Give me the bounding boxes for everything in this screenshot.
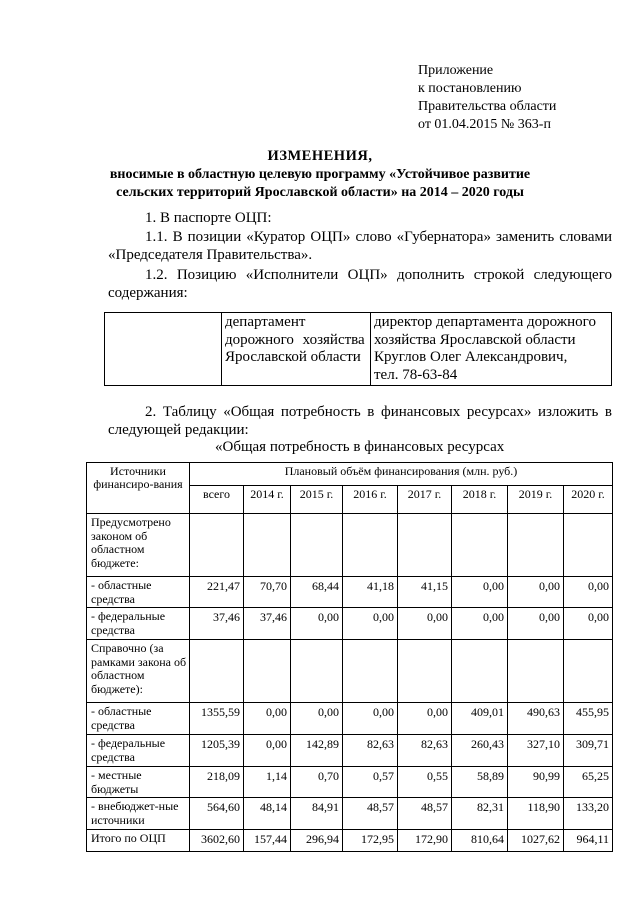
table-row (87, 767, 613, 798)
table-title: «Общая потребность в финансовых ресурсах (215, 439, 505, 455)
table-cell: 0,00 (343, 608, 398, 640)
table-cell: 0,00 (452, 608, 508, 640)
table-cell: 84,91 (291, 798, 343, 830)
table-cell: 0,00 (291, 703, 343, 735)
table-cell: 0,00 (398, 703, 452, 735)
table-cell: 564,60 (190, 798, 244, 830)
column-header-year: 2019 г. (508, 486, 564, 514)
table-cell: 172,95 (343, 830, 398, 852)
column-header-year: всего (190, 486, 244, 514)
table-cell: 964,11 (564, 830, 613, 852)
table-cell: 0,00 (508, 577, 564, 608)
column-header-year: 2016 г. (343, 486, 398, 514)
table-cell (398, 514, 452, 577)
row-label-cell: Предусмотрено законом об областном бюджете: (87, 514, 190, 577)
table-cell (190, 640, 244, 703)
table-header-row (87, 463, 613, 486)
table-cell: 37,46 (190, 608, 244, 640)
table-cell: 455,95 (564, 703, 613, 735)
table-cell: 90,99 (508, 767, 564, 798)
table-cell: 296,94 (291, 830, 343, 852)
table-cell: 133,20 (564, 798, 613, 830)
table-cell: 0,00 (452, 577, 508, 608)
table-cell (452, 514, 508, 577)
column-header-year: 2018 г. (452, 486, 508, 514)
cell-line: директор департамента дорожного (374, 314, 596, 330)
table-cell: 172,90 (398, 830, 452, 852)
table-cell: 0,70 (291, 767, 343, 798)
table-cell: 1,14 (244, 767, 291, 798)
paragraph-1-1: 1.1. В позиции «Куратор ОЦП» слово «Губернатора» заменить словами (145, 229, 612, 245)
table-cell: 327,10 (508, 735, 564, 767)
table-cell: 48,57 (343, 798, 398, 830)
column-header-year: 2014 г. (244, 486, 291, 514)
table-cell: 48,57 (398, 798, 452, 830)
table-cell: 1027,62 (508, 830, 564, 852)
table-row (87, 608, 613, 640)
table-cell: 3602,60 (190, 830, 244, 852)
cell-line: хозяйства Ярославской области (374, 331, 576, 348)
executor-head-cell (371, 313, 612, 386)
table-cell (244, 514, 291, 577)
table-cell: 70,70 (244, 577, 291, 608)
column-header-year: 2015 г. (291, 486, 343, 514)
table-row (105, 313, 612, 386)
table-row (87, 735, 613, 767)
table-cell: 142,89 (291, 735, 343, 767)
table-cell (190, 514, 244, 577)
executor-department-cell (222, 313, 371, 386)
paragraph-1: 1. В паспорте ОЦП: (145, 210, 272, 226)
table-cell (343, 640, 398, 703)
table-cell (508, 514, 564, 577)
row-label-cell: Итого по ОЦП (87, 830, 190, 852)
row-label-cell: Справочно (за рамками закона об областном бюджете): (87, 640, 190, 703)
table-cell: 41,18 (343, 577, 398, 608)
table-cell: 221,47 (190, 577, 244, 608)
column-group-header: Плановый объём финансирования (млн. руб.) (190, 463, 613, 486)
paragraph-2: 2. Таблицу «Общая потребность в финансовых ресурсах» изложить в (145, 404, 612, 420)
appendix-line: к постановлению (418, 81, 522, 96)
table-cell: 82,31 (452, 798, 508, 830)
table-cell: 58,89 (452, 767, 508, 798)
column-header-year: 2020 г. (564, 486, 613, 514)
table-cell: 82,63 (343, 735, 398, 767)
table-cell: 810,64 (452, 830, 508, 852)
table-cell: 41,15 (398, 577, 452, 608)
executor-table (104, 312, 612, 386)
row-label-cell: - местные бюджеты (87, 767, 190, 798)
table-cell: 0,00 (398, 608, 452, 640)
table-row (87, 577, 613, 608)
table-cell (343, 514, 398, 577)
table-cell: 0,00 (508, 608, 564, 640)
row-label-cell: - федеральные средства (87, 735, 190, 767)
table-cell: 0,00 (564, 608, 613, 640)
table-cell (508, 640, 564, 703)
column-header-source: Источники финансиро-вания (87, 463, 190, 514)
table-cell: 157,44 (244, 830, 291, 852)
cell-line: тел. 78-63-84 (374, 366, 458, 383)
table-cell: 0,55 (398, 767, 452, 798)
table-cell (564, 514, 613, 577)
table-row (87, 514, 613, 577)
table-cell: 409,01 (452, 703, 508, 735)
table-row (87, 830, 613, 852)
paragraph-1-2-cont: содержания: (108, 285, 188, 301)
finance-table (86, 462, 613, 852)
table-cell: 118,90 (508, 798, 564, 830)
subtitle-line: сельских территорий Ярославской области» на 2014 – 2020 годы (116, 185, 524, 200)
row-label-cell: - внебюджет-ные источники (87, 798, 190, 830)
table-cell: 48,14 (244, 798, 291, 830)
row-label-cell: - федеральные средства (87, 608, 190, 640)
table-cell (244, 640, 291, 703)
table-cell (291, 514, 343, 577)
table-cell: 37,46 (244, 608, 291, 640)
document-title: ИЗМЕНЕНИЯ, (267, 148, 373, 164)
paragraph-1-2: 1.2. Позицию «Исполнители ОЦП» дополнить строкой следующего (145, 267, 612, 283)
row-label-cell: - областные средства (87, 703, 190, 735)
table-cell: 0,57 (343, 767, 398, 798)
table-row (87, 640, 613, 703)
appendix-line: от 01.04.2015 № 363-п (418, 117, 551, 132)
subtitle-line: вносимые в областную целевую программу «Устойчивое развитие (109, 167, 531, 182)
table-cell: 1355,59 (190, 703, 244, 735)
appendix-line: Приложение (418, 63, 494, 78)
table-cell: 65,25 (564, 767, 613, 798)
table-row (87, 798, 613, 830)
table-cell: 82,63 (398, 735, 452, 767)
table-cell: 0,00 (291, 608, 343, 640)
appendix-block (418, 62, 556, 134)
table-cell (564, 640, 613, 703)
table-cell (291, 640, 343, 703)
row-label-cell: - областные средства (87, 577, 190, 608)
table-cell: 260,43 (452, 735, 508, 767)
document-subtitle (0, 166, 640, 202)
cell-line: департамент (225, 314, 306, 330)
cell-line: Круглов Олег Александрович, (374, 349, 568, 365)
table-row (87, 703, 613, 735)
cell-line: Ярославской области (225, 349, 361, 365)
table-cell: 0,00 (564, 577, 613, 608)
table-cell: 0,00 (244, 703, 291, 735)
paragraph-1-1-cont: «Председателя Правительства». (108, 247, 313, 263)
table-cell: 0,00 (244, 735, 291, 767)
column-header-year: 2017 г. (398, 486, 452, 514)
table-cell: 1205,39 (190, 735, 244, 767)
table-cell: 309,71 (564, 735, 613, 767)
table-cell: 218,09 (190, 767, 244, 798)
table-cell (452, 640, 508, 703)
executor-empty-cell (105, 313, 222, 386)
paragraph-2-cont: следующей редакции: (108, 422, 249, 438)
cell-line: дорожного хозяйства (225, 331, 365, 348)
table-cell (398, 640, 452, 703)
table-cell: 490,63 (508, 703, 564, 735)
table-cell: 0,00 (343, 703, 398, 735)
appendix-line: Правительства области (418, 99, 557, 114)
table-cell: 68,44 (291, 577, 343, 608)
